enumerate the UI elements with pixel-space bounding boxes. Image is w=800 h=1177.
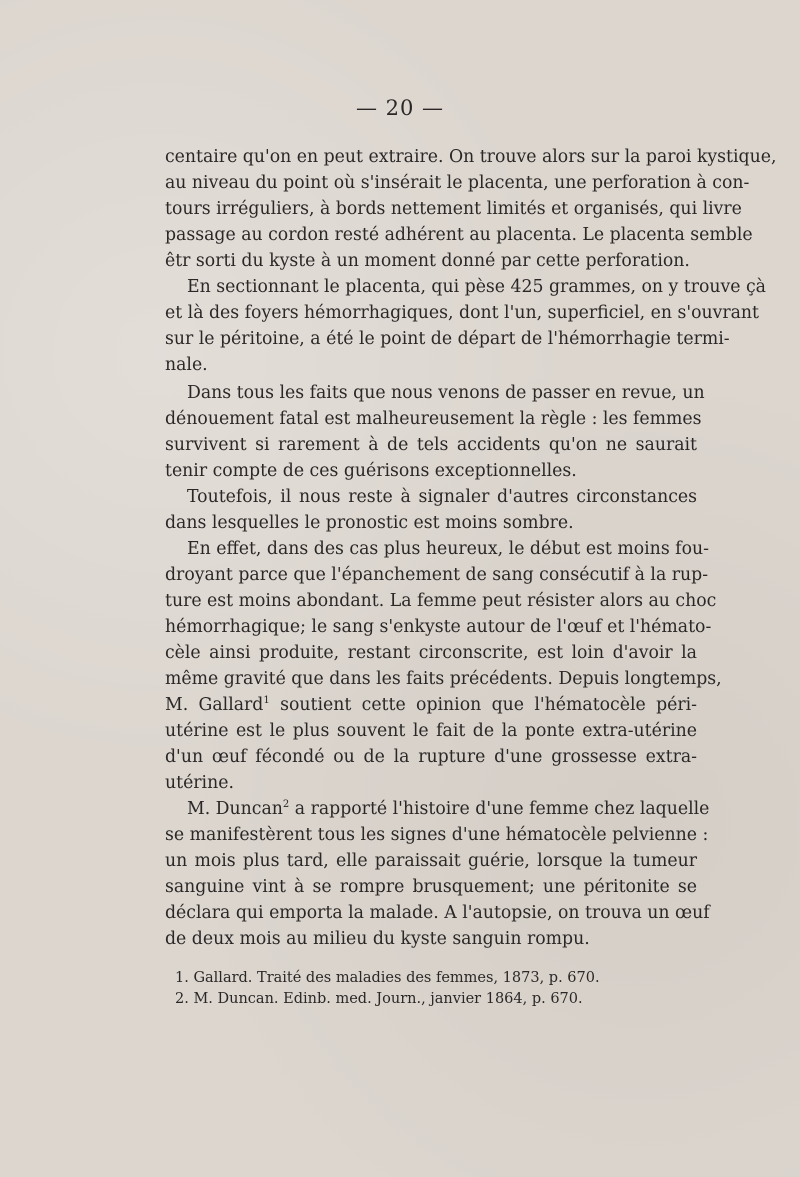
text-line: utérine est le plus souvent le fait de la ponte extra-utérine — [165, 721, 697, 741]
text-line: de deux mois au milieu du kyste sanguin rompu. — [165, 929, 590, 949]
text-line: En sectionnant le placenta, qui pèse 425 grammes, on y trouve çà — [187, 277, 766, 297]
text-line: Dans tous les faits que nous venons de passer en revue, un — [187, 383, 705, 403]
text-line: passage au cordon resté adhérent au placenta. Le placenta semble — [165, 225, 753, 245]
text-line: êtr sorti du kyste à un moment donné par cette perforation. — [165, 251, 690, 271]
text-line: tours irréguliers, à bords nettement limités et organisés, qui livre — [165, 199, 742, 219]
footnote-marker: 1 — [263, 695, 270, 707]
text-line: tenir compte de ces guérisons exceptionnelles. — [165, 461, 577, 481]
footnotes — [175, 968, 695, 1010]
author-reference-duncan: M. Duncan — [187, 799, 283, 819]
text-line: d'un œuf fécondé ou de la rupture d'une grossesse extra- — [165, 747, 697, 767]
text-line: un mois plus tard, elle paraissait guérie, lorsque la tumeur — [165, 851, 697, 871]
text-line: survivent si rarement à de tels accidents qu'on ne saurait — [165, 435, 697, 455]
text-line: sanguine vint à se rompre brusquement; une péritonite se — [165, 877, 697, 897]
text-line: même gravité que dans les faits précédents. Depuis longtemps, — [165, 669, 722, 689]
text-line: droyant parce que l'épanchement de sang consécutif à la rup- — [165, 565, 709, 585]
text-line: hémorrhagique; le sang s'enkyste autour de l'œuf et l'hémato- — [165, 617, 712, 637]
text-line: nale. — [165, 355, 208, 375]
text-line: M. Duncan$^2$ a rapporté l'histoire d'une femme chez laquelle — [187, 799, 710, 819]
text-line: utérine. — [165, 773, 234, 793]
text-line: Toutefois, il nous reste à signaler d'autres circonstances — [187, 487, 697, 507]
text-line: dénouement fatal est malheureusement la règle : les femmes — [165, 409, 702, 429]
author-reference-gallard: M. Gallard — [165, 695, 264, 715]
text-line: En effet, dans des cas plus heureux, le début est moins fou- — [187, 539, 709, 559]
text-line: dans lesquelles le pronostic est moins sombre. — [165, 513, 574, 533]
text-line: cèle ainsi produite, restant circonscrite, est loin d'avoir la — [165, 643, 697, 663]
text-line: M. Gallard$^1$ soutient cette opinion que l'hématocèle péri- — [165, 695, 697, 715]
paragraph-block-1 — [165, 144, 777, 378]
page-number: — 20 — — [355, 96, 445, 120]
footnote-marker: 2 — [282, 799, 290, 811]
text-line: ture est moins abondant. La femme peut résister alors au choc — [165, 591, 717, 611]
footnote-2: 2. M. Duncan. Edinb. med. Journ., janvier 1864, p. 670. — [175, 991, 583, 1007]
text-line: centaire qu'on en peut extraire. On trouve alors sur la paroi kystique, — [165, 147, 777, 167]
text-line: déclara qui emporta la malade. A l'autopsie, on trouva un œuf — [165, 903, 710, 923]
text-line: sur le péritoine, a été le point de départ de l'hémorrhagie termi- — [165, 329, 730, 349]
text-line: et là des foyers hémorrhagiques, dont l'un, superficiel, en s'ouvrant — [165, 303, 760, 323]
text-line: se manifestèrent tous les signes d'une hématocèle pelvienne : — [165, 825, 709, 845]
footnote-1: 1. Gallard. Traité des maladies des femmes, 1873, p. 670. — [175, 970, 600, 986]
paragraph-block-2 — [165, 380, 722, 952]
text-line: au niveau du point où s'insérait le placenta, une perforation à con- — [165, 173, 750, 193]
